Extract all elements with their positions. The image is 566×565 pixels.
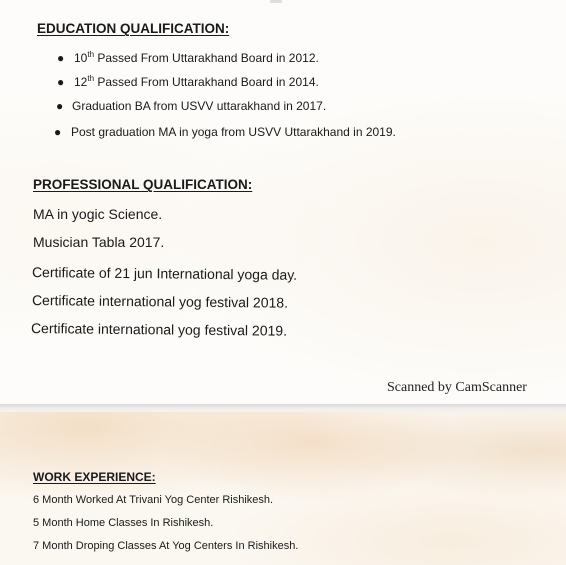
professional-item: Certificate international yog festival 2018.	[31, 292, 289, 311]
education-heading: EDUCATION QUALIFICATION:	[37, 21, 230, 36]
education-item-number: 12	[74, 75, 88, 89]
education-item-superscript: th	[87, 50, 95, 59]
education-item-text: Graduation BA from USVV uttarakhand in 2017.	[72, 99, 327, 113]
work-experience-heading: WORK EXPERIENCE:	[33, 470, 156, 484]
bullet-icon: ●	[54, 125, 62, 139]
camscanner-watermark: Scanned by CamScanner	[387, 380, 527, 395]
professional-item: Certificate of 21 jun International yoga day.	[31, 264, 298, 283]
work-item: 5 Month Home Classes In Rishikesh.	[33, 517, 214, 529]
professional-heading: PROFESSIONAL QUALIFICATION:	[33, 177, 253, 192]
bullet-icon: ●	[57, 75, 65, 89]
bullet-icon: ●	[56, 99, 64, 113]
education-item-number: 10	[74, 51, 88, 65]
work-item: 6 Month Worked At Trivani Yog Center Rishikesh.	[33, 494, 274, 506]
professional-item: Certificate international yog festival 2019.	[30, 320, 288, 339]
page-divider	[0, 404, 566, 412]
professional-item: Musician Tabla 2017.	[33, 234, 165, 250]
education-item	[57, 74, 319, 89]
professional-item: MA in yogic Science.	[33, 206, 163, 222]
scan-mark	[270, 0, 282, 3]
education-item-text: Post graduation MA in yoga from USVV Uttarakhand in 2019.	[71, 125, 396, 139]
education-item	[57, 50, 319, 65]
work-item: 7 Month Droping Classes At Yog Centers In Rishikesh.	[33, 540, 299, 552]
bullet-icon: ●	[57, 51, 65, 65]
education-item	[56, 99, 327, 113]
education-item-text: Passed From Uttarakhand Board in 2012.	[94, 51, 319, 65]
education-item	[54, 125, 396, 139]
education-item-superscript: th	[87, 74, 95, 83]
education-item-text: Passed From Uttarakhand Board in 2014.	[94, 75, 319, 89]
